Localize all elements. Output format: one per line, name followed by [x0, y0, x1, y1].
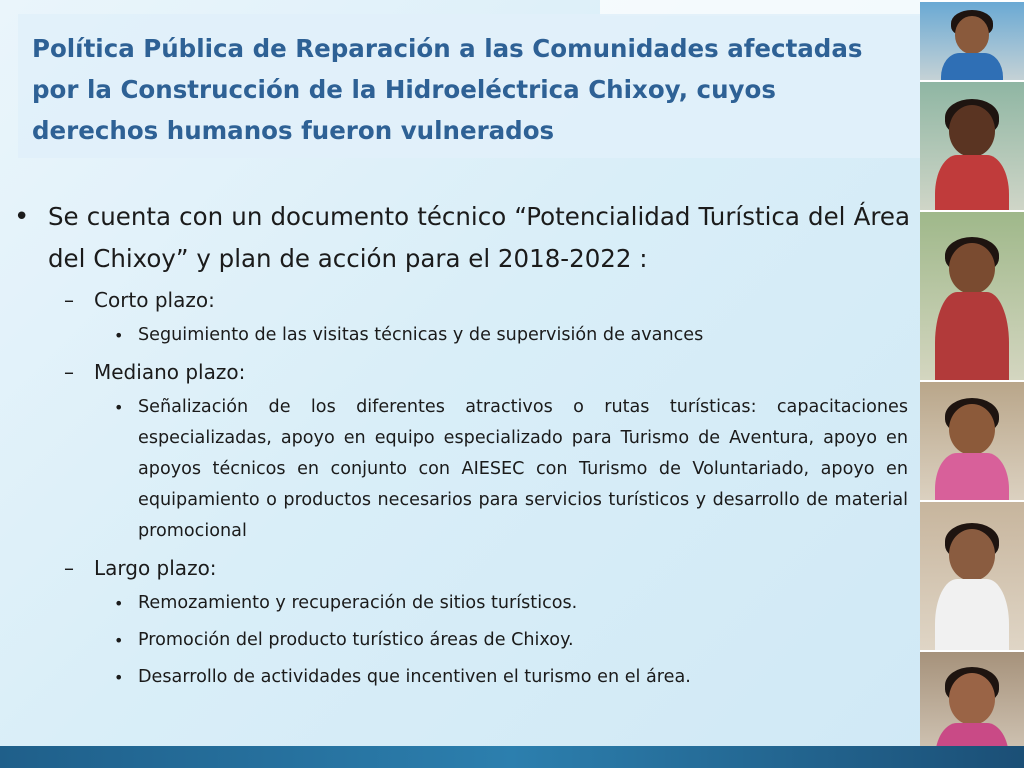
list-item-text: Señalización de los diferentes atractivos o rutas turísticas: capacitaciones especializadas, apoyo en equipo especializado para Turismo de Aventura, apoyo en apoyos técnicos en conjunto con AIESEC con Turismo de Voluntariado, apoyo en equipamiento o productos necesarios para servicios turísticos y desarrollo de material promocional — [138, 397, 908, 541]
bottom-bar — [0, 746, 1024, 768]
list-item — [114, 588, 908, 619]
main-bullet-text: Se cuenta con un documento técnico “Potencialidad Turística del Área del Chixoy” y plan de acción para el 2018-2022 : — [48, 202, 910, 273]
title-line-3: derechos humanos fueron vulnerados — [32, 116, 555, 145]
content-body — [0, 196, 920, 699]
slide-title — [32, 28, 909, 151]
list-item-text: Promoción del producto turístico áreas de Chixoy. — [138, 630, 574, 650]
title-box — [18, 14, 923, 158]
bullet-icon: • — [114, 668, 124, 687]
dash-icon: – — [64, 360, 74, 384]
photo-boy-smiling — [920, 0, 1024, 80]
section-label: Largo plazo: — [94, 556, 217, 580]
list-item-text: Desarrollo de actividades que incentiven el turismo en el área. — [138, 667, 691, 687]
title-line-1: Política Pública de Reparación a las Comunidades afectadas — [32, 34, 863, 63]
list-item — [114, 625, 908, 656]
list-item — [114, 662, 908, 693]
dash-icon: – — [64, 556, 74, 580]
list-item-text: Seguimiento de las visitas técnicas y de supervisión de avances — [138, 325, 704, 345]
bullet-icon: • — [114, 326, 124, 345]
section-heading-mediano — [64, 357, 920, 387]
title-line-2: por la Construcción de la Hidroeléctrica Chixoy, cuyos — [32, 75, 776, 104]
main-bullet-item — [14, 196, 910, 280]
photo-children-pink — [920, 380, 1024, 500]
bullet-icon: • — [114, 398, 124, 417]
bullet-icon: • — [114, 631, 124, 650]
photo-strip — [920, 0, 1024, 768]
photo-girl-sunglasses — [920, 80, 1024, 210]
section-heading-corto — [64, 285, 920, 315]
list-item — [114, 392, 908, 547]
bullet-icon: • — [14, 202, 30, 232]
list-item — [114, 320, 908, 351]
section-heading-largo — [64, 553, 920, 583]
section-label: Mediano plazo: — [94, 360, 246, 384]
section-label: Corto plazo: — [94, 288, 215, 312]
dash-icon: – — [64, 288, 74, 312]
bullet-icon: • — [114, 594, 124, 613]
photo-man-hat — [920, 210, 1024, 380]
list-item-text: Remozamiento y recuperación de sitios turísticos. — [138, 593, 578, 613]
photo-classroom — [920, 500, 1024, 650]
